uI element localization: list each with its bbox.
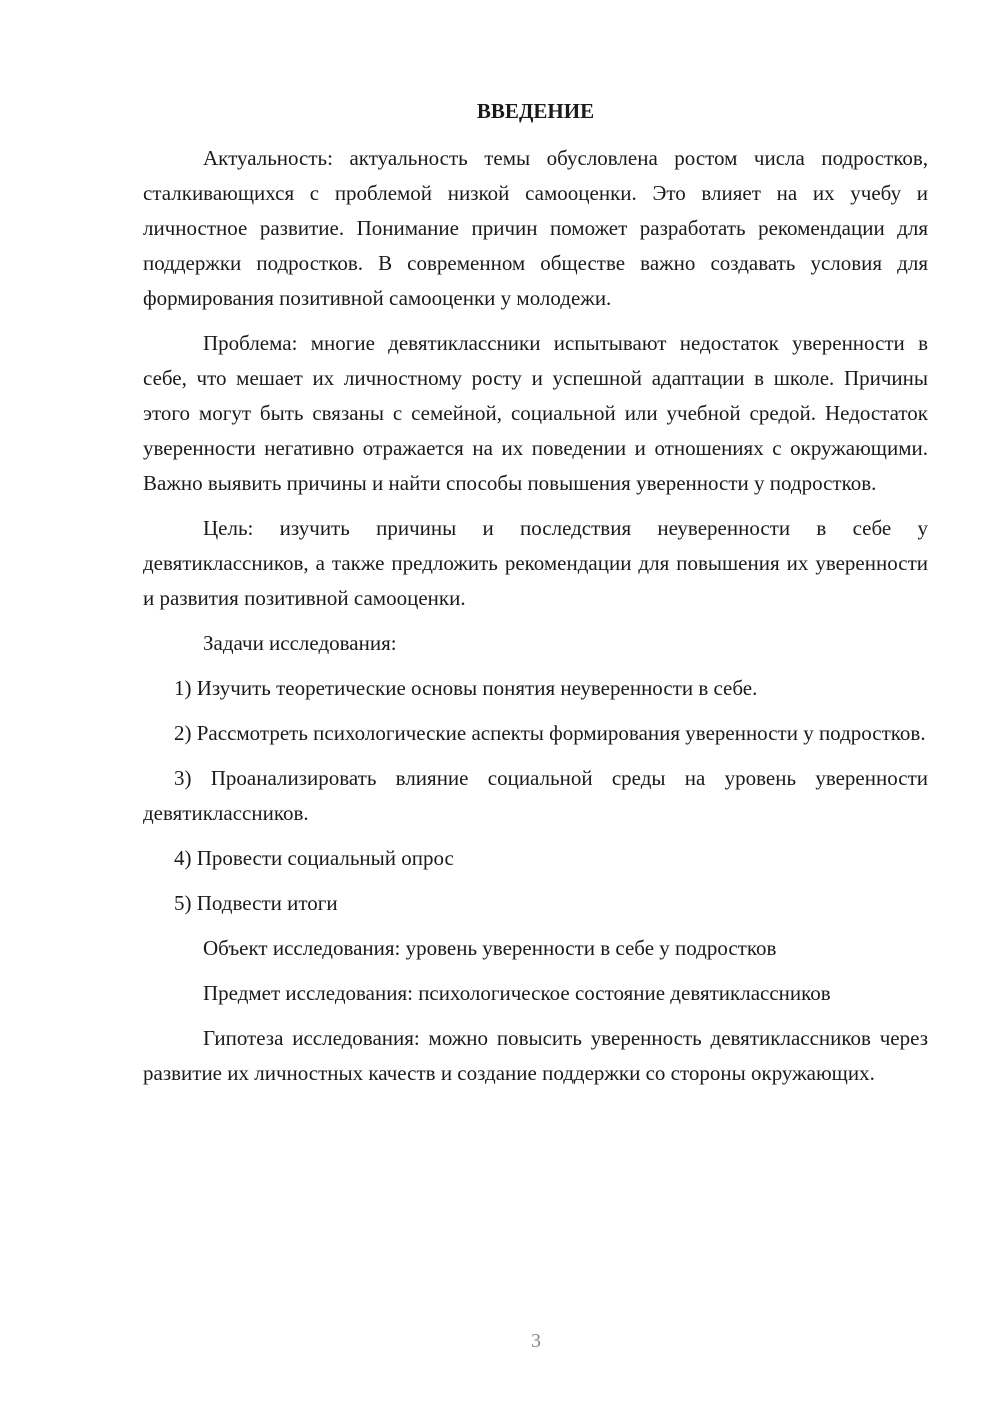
page-number: 3 [531, 1330, 541, 1352]
section-title: ВВЕДЕНИЕ [476, 99, 595, 123]
paragraph-hypothesis: Гипотеза исследования: можно повысить уверенность девятиклассников через развитие их личностных качеств и создание поддержки со стороны окружающих. [143, 1026, 928, 1085]
paragraph-goal: Цель: изучить причины и последствия неуверенности в себе у девятиклассников, а также предложить рекомендации для повышения их уверенности и развития позитивной самооценки. [143, 516, 928, 610]
task-item-2: 2) Рассмотреть психологические аспекты формирования уверенности у подростков. [174, 721, 926, 745]
task-item-3: 3) Проанализировать влияние социальной среды на уровень уверенности девятиклассников. [143, 766, 928, 825]
task-item-5: 5) Подвести итоги [174, 891, 338, 915]
paragraph-relevance: Актуальность: актуальность темы обусловлена ростом числа подростков, сталкивающихся с проблемой низкой самооценки. Это влияет на их учебу и личностное развитие. Понимание причин поможет разработать рекомендации для поддержки подростков. В современном обществе важно создавать условия для формирования позитивной самооценки у молодежи. [143, 146, 928, 310]
document-page [143, 94, 928, 1101]
paragraph-problem: Проблема: многие девятиклассники испытывают недостаток уверенности в себе, что мешает их личностному росту и успешной адаптации в школе. Причины этого могут быть связаны с семейной, социальной или учебной средой. Недостаток уверенности негативно отражается на их поведении и отношениях с окружающими. Важно выявить причины и найти способы повышения уверенности у подростков. [143, 331, 928, 495]
task-item-4: 4) Провести социальный опрос [174, 846, 454, 870]
paragraph-subject: Предмет исследования: психологическое состояние девятиклассников [203, 981, 831, 1005]
tasks-heading: Задачи исследования: [203, 631, 397, 655]
task-item-1: 1) Изучить теоретические основы понятия неуверенности в себе. [174, 676, 758, 700]
paragraph-object: Объект исследования: уровень уверенности в себе у подростков [203, 936, 777, 960]
